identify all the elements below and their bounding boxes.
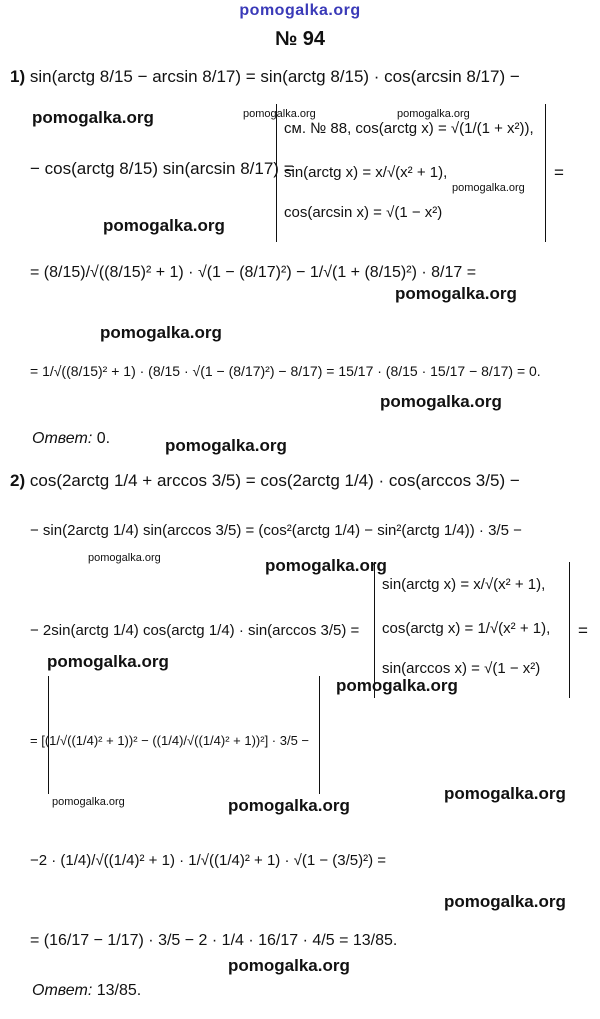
hint-line: sin(arccos x) = √(1 − x²): [382, 660, 541, 677]
watermark-small: pomogalka.org: [397, 108, 470, 120]
watermark: pomogalka.org: [336, 676, 458, 695]
watermark: pomogalka.org: [103, 216, 225, 235]
part2-label: 2): [10, 471, 26, 490]
site-header[interactable]: pomogalka.org: [239, 2, 361, 19]
watermark: pomogalka.org: [444, 784, 566, 803]
watermark: pomogalka.org: [444, 892, 566, 911]
part1-eq1: sin(arctg 8/15 − arcsin 8/17) = sin(arctg 8/15) · cos(arcsin 8/17) −: [29, 67, 520, 86]
part2-line4: = [(1/√((1/4)² + 1))² − ((1/4)/√((1/4)² + 1))²] · 3/5 −: [30, 733, 310, 748]
equals-sign: =: [554, 163, 564, 182]
watermark-small: pomogalka.org: [243, 108, 316, 120]
answer-value: 0.: [96, 430, 111, 447]
part2-line5: −2 · (1/4)/√((1/4)² + 1) · 1/√((1/4)² + 1) · √(1 − (3/5)²) =: [30, 852, 387, 869]
watermark: pomogalka.org: [395, 284, 517, 303]
answer-label: Ответ:: [32, 430, 93, 447]
part2-line3: − 2sin(arctg 1/4) cos(arctg 1/4) · sin(arccos 3/5) =: [30, 622, 360, 639]
watermark: pomogalka.org: [32, 108, 154, 127]
watermark: pomogalka.org: [165, 436, 287, 455]
part2-line6: = (16/17 − 1/17) · 3/5 − 2 · 1/4 · 16/17 · 4/5 = 13/85.: [30, 932, 398, 949]
part2-line1: [10, 470, 520, 492]
hint-line: cos(arctg x) = 1/√(x² + 1),: [382, 620, 551, 637]
part1-line3: = (8/15)/√((8/15)² + 1) · √(1 − (8/17)²) − 1/√(1 + (8/15)²) · 8/17 =: [30, 264, 477, 281]
watermark: pomogalka.org: [228, 956, 350, 975]
watermark: pomogalka.org: [228, 796, 350, 815]
watermark-small: pomogalka.org: [88, 552, 161, 564]
watermark: pomogalka.org: [380, 392, 502, 411]
hint-line: sin(arctg x) = x/√(x² + 1),: [284, 164, 448, 181]
hint-line: cos(arcsin x) = √(1 − x²): [284, 204, 443, 221]
part2-eq1: cos(2arctg 1/4 + arccos 3/5) = cos(2arctg 1/4) · cos(arccos 3/5) −: [29, 471, 520, 490]
hint-line: sin(arctg x) = x/√(x² + 1),: [382, 576, 546, 593]
part1-line2: − cos(arctg 8/15) sin(arcsin 8/17) =: [30, 159, 294, 178]
part1-line1: [10, 66, 520, 88]
watermark-small: pomogalka.org: [52, 796, 125, 808]
part2-line2: − sin(2arctg 1/4) sin(arccos 3/5) = (cos²(arctg 1/4) − sin²(arctg 1/4)) · 3/5 −: [30, 522, 522, 539]
part1-answer: [32, 430, 110, 448]
part2-answer: [32, 982, 141, 1000]
problem-title: № 94: [274, 28, 326, 50]
equals-sign: =: [578, 621, 588, 640]
part1-line4: = 1/√((8/15)² + 1) · (8/15 · √(1 − (8/17)²) − 8/17) = 15/17 · (8/15 · 15/17 − 8/17) = 0.: [30, 363, 541, 379]
hint-ref: см. № 88, cos(arctg x) = √(1/(1 + x²)),: [284, 120, 534, 137]
watermark: pomogalka.org: [100, 323, 222, 342]
answer-value: 13/85.: [96, 982, 142, 999]
watermark: pomogalka.org: [47, 652, 169, 671]
answer-label: Ответ:: [32, 982, 93, 999]
watermark-small: pomogalka.org: [452, 182, 525, 194]
watermark: pomogalka.org: [265, 556, 387, 575]
part1-label: 1): [10, 67, 26, 86]
